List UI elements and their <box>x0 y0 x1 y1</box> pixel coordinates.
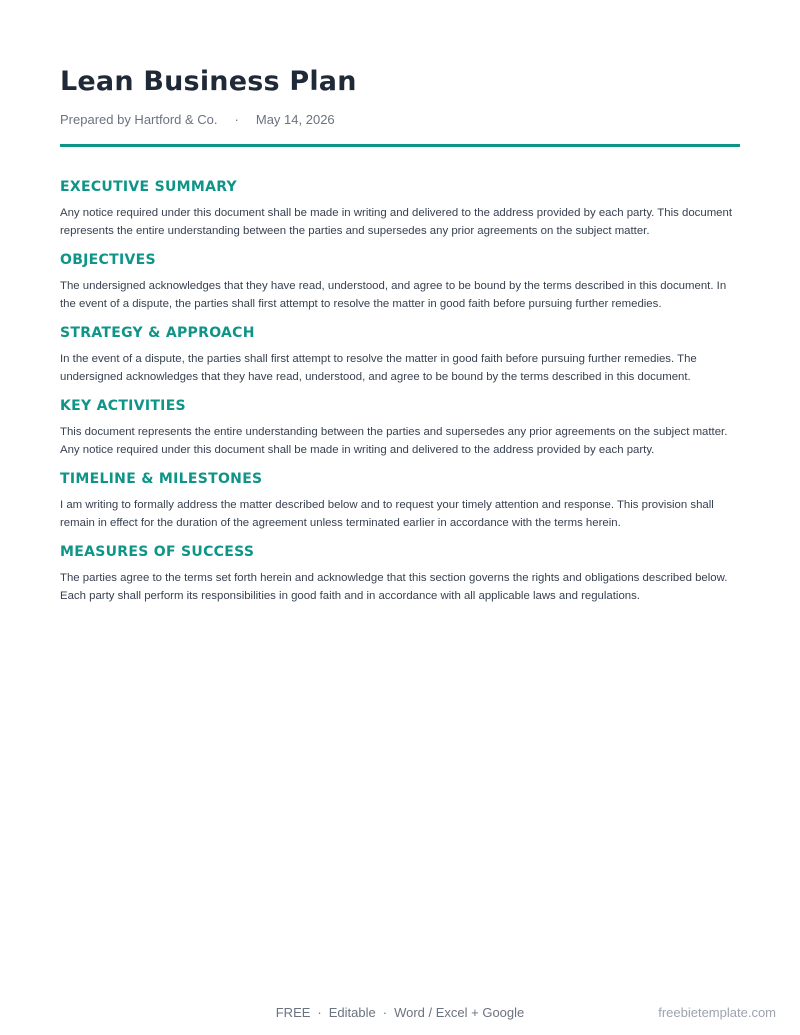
section-body: This document represents the entire understanding between the parties and supersedes any prior agreements on the subject matter. Any notice required under this document shall be made in writing and delivered to the address provided by each party. <box>60 426 728 456</box>
footer-dot: · <box>382 1005 388 1020</box>
section-timeline-milestones <box>60 470 740 532</box>
footer-item-free: FREE <box>275 1005 311 1020</box>
section-body: Any notice required under this document shall be made in writing and delivered to the address provided by each party. This document represents the entire understanding between the parties and supersedes any prior agreements on the subject matter. <box>60 207 733 237</box>
section-body: I am writing to formally address the matter described below and to request your timely attention and response. This provision shall remain in effect for the duration of the agreement unless terminated earlier in accordance with the terms herein. <box>60 499 714 529</box>
section-heading: MEASURES OF SUCCESS <box>60 544 255 560</box>
header-divider <box>60 144 740 147</box>
section-body: In the event of a dispute, the parties shall first attempt to resolve the matter in good faith before pursuing further remedies. The undersigned acknowledges that they have read, understood, and agree to be bound by the terms described in this document. <box>60 353 697 383</box>
section-measures-of-success <box>60 543 740 605</box>
section-executive-summary <box>60 178 740 240</box>
footer-item-editable: Editable <box>328 1005 376 1020</box>
footer-site-link[interactable]: freebietemplate.com <box>658 1005 776 1020</box>
footer-dot: · <box>317 1005 322 1020</box>
section-heading: EXECUTIVE SUMMARY <box>60 179 237 195</box>
section-heading: TIMELINE & MILESTONES <box>60 471 263 487</box>
section-heading: OBJECTIVES <box>60 252 156 268</box>
section-key-activities <box>60 397 740 459</box>
section-heading: STRATEGY & APPROACH <box>60 325 255 341</box>
section-heading: KEY ACTIVITIES <box>60 398 186 414</box>
section-body: The undersigned acknowledges that they have read, understood, and agree to be bound by the terms described in this document. In the event of a dispute, the parties shall first attempt to resolve the matter in good faith before pursuing further remedies. <box>60 280 727 310</box>
meta-separator: · <box>234 112 239 127</box>
section-body: The parties agree to the terms set forth herein and acknowledge that this section governs the rights and obligations described below. Each party shall perform its responsibilities in good faith and in accordance with all applicable laws and regulations. <box>60 572 728 602</box>
document-title: Lean Business Plan <box>60 66 357 97</box>
prepared-by: Prepared by Hartford & Co. <box>60 112 218 127</box>
document-meta <box>60 112 335 127</box>
section-strategy-approach <box>60 324 740 386</box>
sections-list <box>60 178 740 616</box>
document-date: May 14, 2026 <box>255 112 335 127</box>
section-objectives <box>60 251 740 313</box>
footer-item-formats: Word / Excel + Google <box>394 1005 525 1020</box>
